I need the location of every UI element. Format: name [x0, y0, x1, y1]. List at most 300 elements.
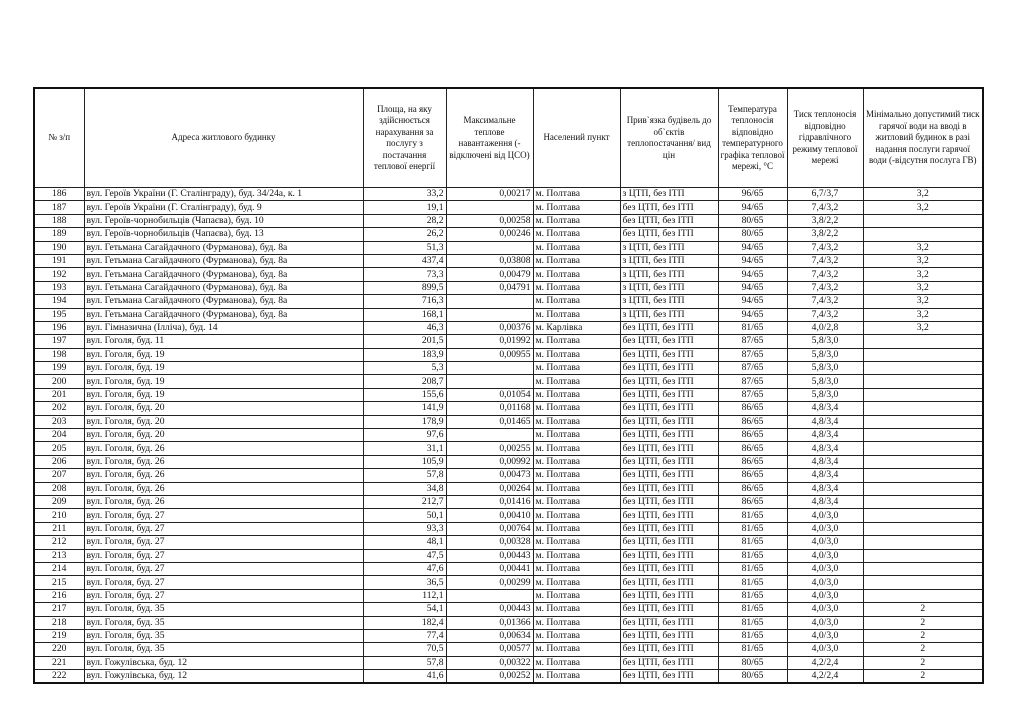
cell-connection: з ЦТП, без ІТП — [620, 188, 718, 201]
cell-locality: м. Полтава — [533, 656, 620, 669]
cell-min-pressure — [863, 415, 983, 428]
cell-area: 26,2 — [363, 228, 446, 241]
cell-min-pressure — [863, 455, 983, 468]
cell-min-pressure — [863, 549, 983, 562]
cell-area: 437,4 — [363, 254, 446, 267]
table-row — [34, 536, 983, 549]
cell-address: вул. Гожулівська, буд. 12 — [84, 670, 363, 684]
cell-num: 206 — [34, 455, 84, 468]
table-row — [34, 241, 983, 254]
cell-num: 192 — [34, 268, 84, 281]
cell-temperature: 86/65 — [718, 402, 787, 415]
cell-temperature: 86/65 — [718, 482, 787, 495]
cell-temperature: 86/65 — [718, 429, 787, 442]
cell-temperature: 86/65 — [718, 415, 787, 428]
cell-area: 70,5 — [363, 643, 446, 656]
cell-locality: м. Полтава — [533, 348, 620, 361]
cell-connection: без ЦТП, без ІТП — [620, 522, 718, 535]
table-row — [34, 402, 983, 415]
cell-min-pressure — [863, 562, 983, 575]
cell-locality: м. Полтава — [533, 522, 620, 535]
cell-num: 212 — [34, 536, 84, 549]
cell-temperature: 81/65 — [718, 562, 787, 575]
cell-address: вул. Гоголя, буд. 35 — [84, 616, 363, 629]
cell-address: вул. Героїв-чорнобильців (Чапаєва), буд. 10 — [84, 214, 363, 227]
cell-area: 141,9 — [363, 402, 446, 415]
cell-pressure: 4,0/3,0 — [787, 549, 863, 562]
cell-num: 222 — [34, 670, 84, 684]
cell-num: 194 — [34, 295, 84, 308]
cell-min-pressure: 3,2 — [863, 268, 983, 281]
cell-temperature: 81/65 — [718, 536, 787, 549]
cell-pressure: 4,2/2,4 — [787, 670, 863, 684]
cell-locality: м. Полтава — [533, 362, 620, 375]
cell-load: 0,00258 — [446, 214, 533, 227]
table-row — [34, 254, 983, 267]
cell-area: 716,3 — [363, 295, 446, 308]
header-load: Максимальне теплове навантаження (-відключені від ЦСО) — [446, 88, 533, 188]
cell-load: 0,03808 — [446, 254, 533, 267]
table-row — [34, 281, 983, 294]
cell-load: 0,00634 — [446, 629, 533, 642]
cell-area: 105,9 — [363, 455, 446, 468]
cell-temperature: 86/65 — [718, 469, 787, 482]
table-row — [34, 415, 983, 428]
cell-load: 0,00577 — [446, 643, 533, 656]
cell-min-pressure — [863, 402, 983, 415]
cell-pressure: 4,8/3,4 — [787, 469, 863, 482]
cell-connection: без ЦТП, без ІТП — [620, 562, 718, 575]
cell-load — [446, 589, 533, 602]
cell-locality: м. Полтава — [533, 576, 620, 589]
table-row — [34, 522, 983, 535]
cell-temperature: 80/65 — [718, 214, 787, 227]
table-row — [34, 188, 983, 201]
table-row — [34, 549, 983, 562]
cell-temperature: 87/65 — [718, 348, 787, 361]
table-row — [34, 643, 983, 656]
cell-locality: м. Полтава — [533, 375, 620, 388]
cell-pressure: 5,8/3,0 — [787, 388, 863, 401]
table-row — [34, 482, 983, 495]
cell-min-pressure — [863, 335, 983, 348]
cell-area: 48,1 — [363, 536, 446, 549]
cell-temperature: 81/65 — [718, 603, 787, 616]
cell-temperature: 81/65 — [718, 576, 787, 589]
cell-connection: без ЦТП, без ІТП — [620, 214, 718, 227]
table-row — [34, 603, 983, 616]
cell-area: 5,3 — [363, 362, 446, 375]
table-row — [34, 509, 983, 522]
cell-area: 182,4 — [363, 616, 446, 629]
cell-min-pressure: 2 — [863, 643, 983, 656]
cell-connection: без ЦТП, без ІТП — [620, 482, 718, 495]
cell-address: вул. Гоголя, буд. 20 — [84, 402, 363, 415]
cell-connection: без ЦТП, без ІТП — [620, 670, 718, 684]
cell-load: 0,00479 — [446, 268, 533, 281]
cell-temperature: 87/65 — [718, 362, 787, 375]
header-temperature: Температура теплоносія відповідно температурного графіка теплової мережі, °C — [718, 88, 787, 188]
cell-connection: без ЦТП, без ІТП — [620, 643, 718, 656]
cell-min-pressure — [863, 429, 983, 442]
cell-pressure: 4,0/2,8 — [787, 321, 863, 334]
cell-connection: без ЦТП, без ІТП — [620, 629, 718, 642]
cell-area: 97,6 — [363, 429, 446, 442]
cell-address: вул. Гетьмана Сагайдачного (Фурманова), буд. 8а — [84, 308, 363, 321]
cell-temperature: 96/65 — [718, 188, 787, 201]
cell-locality: м. Полтава — [533, 509, 620, 522]
cell-load — [446, 375, 533, 388]
cell-pressure: 3,8/2,2 — [787, 214, 863, 227]
cell-min-pressure: 3,2 — [863, 281, 983, 294]
cell-connection: з ЦТП, без ІТП — [620, 254, 718, 267]
cell-connection: без ЦТП, без ІТП — [620, 509, 718, 522]
cell-min-pressure — [863, 388, 983, 401]
cell-address: вул. Гоголя, буд. 27 — [84, 562, 363, 575]
cell-temperature: 80/65 — [718, 656, 787, 669]
cell-num: 208 — [34, 482, 84, 495]
cell-load — [446, 308, 533, 321]
cell-address: вул. Гоголя, буд. 26 — [84, 455, 363, 468]
table-row — [34, 442, 983, 455]
cell-num: 203 — [34, 415, 84, 428]
cell-locality: м. Полтава — [533, 670, 620, 684]
table-row — [34, 228, 983, 241]
cell-address: вул. Героїв України (Г. Сталінграду), буд. 34/24а, к. 1 — [84, 188, 363, 201]
table-row — [34, 295, 983, 308]
cell-locality: м. Полтава — [533, 616, 620, 629]
cell-num: 195 — [34, 308, 84, 321]
cell-load: 0,00992 — [446, 455, 533, 468]
cell-connection: з ЦТП, без ІТП — [620, 308, 718, 321]
table-header — [34, 88, 983, 188]
cell-pressure: 4,0/3,0 — [787, 589, 863, 602]
table-row — [34, 495, 983, 508]
cell-pressure: 4,0/3,0 — [787, 643, 863, 656]
cell-connection: без ЦТП, без ІТП — [620, 603, 718, 616]
cell-pressure: 4,0/3,0 — [787, 562, 863, 575]
cell-locality: м. Полтава — [533, 308, 620, 321]
cell-pressure: 7,4/3,2 — [787, 254, 863, 267]
cell-area: 155,6 — [363, 388, 446, 401]
table-row — [34, 629, 983, 642]
cell-address: вул. Гоголя, буд. 27 — [84, 589, 363, 602]
cell-num: 213 — [34, 549, 84, 562]
cell-connection: без ЦТП, без ІТП — [620, 321, 718, 334]
cell-address: вул. Гоголя, буд. 27 — [84, 576, 363, 589]
cell-temperature: 87/65 — [718, 375, 787, 388]
cell-load: 0,00328 — [446, 536, 533, 549]
cell-temperature: 94/65 — [718, 201, 787, 214]
cell-locality: м. Полтава — [533, 455, 620, 468]
cell-pressure: 4,8/3,4 — [787, 415, 863, 428]
cell-area: 51,3 — [363, 241, 446, 254]
cell-address: вул. Гожулівська, буд. 12 — [84, 656, 363, 669]
cell-connection: без ЦТП, без ІТП — [620, 362, 718, 375]
cell-num: 221 — [34, 656, 84, 669]
cell-address: вул. Гетьмана Сагайдачного (Фурманова), буд. 8а — [84, 254, 363, 267]
cell-pressure: 4,0/3,0 — [787, 603, 863, 616]
cell-connection: без ЦТП, без ІТП — [620, 576, 718, 589]
cell-temperature: 94/65 — [718, 308, 787, 321]
cell-num: 202 — [34, 402, 84, 415]
table-row — [34, 335, 983, 348]
cell-min-pressure: 2 — [863, 629, 983, 642]
cell-locality: м. Полтава — [533, 603, 620, 616]
cell-num: 186 — [34, 188, 84, 201]
cell-area: 183,9 — [363, 348, 446, 361]
cell-connection: без ЦТП, без ІТП — [620, 402, 718, 415]
cell-locality: м. Полтава — [533, 629, 620, 642]
cell-connection: без ЦТП, без ІТП — [620, 589, 718, 602]
cell-min-pressure — [863, 362, 983, 375]
cell-min-pressure — [863, 375, 983, 388]
cell-locality: м. Полтава — [533, 415, 620, 428]
table-row — [34, 670, 983, 684]
cell-temperature: 94/65 — [718, 281, 787, 294]
cell-locality: м. Полтава — [533, 254, 620, 267]
cell-load — [446, 362, 533, 375]
cell-min-pressure — [863, 495, 983, 508]
cell-load: 0,00955 — [446, 348, 533, 361]
cell-address: вул. Гоголя, буд. 19 — [84, 375, 363, 388]
cell-pressure: 5,8/3,0 — [787, 335, 863, 348]
table-row — [34, 308, 983, 321]
cell-min-pressure: 2 — [863, 670, 983, 684]
cell-locality: м. Полтава — [533, 295, 620, 308]
header-pressure: Тиск теплоносія відповідно гідравлічного режиму теплової мережі — [787, 88, 863, 188]
header-min-pressure: Мінімально допустимий тиск гарячої води на вводі в житловий будинок в разі надання послуги гарячої води (-відсутня послуга ГВ) — [863, 88, 983, 188]
table-row — [34, 362, 983, 375]
cell-locality: м. Полтава — [533, 482, 620, 495]
cell-address: вул. Героїв-чорнобильців (Чапаєва), буд. 13 — [84, 228, 363, 241]
cell-pressure: 7,4/3,2 — [787, 281, 863, 294]
cell-temperature: 81/65 — [718, 616, 787, 629]
cell-area: 41,6 — [363, 670, 446, 684]
cell-load: 0,00217 — [446, 188, 533, 201]
cell-load: 0,00376 — [446, 321, 533, 334]
cell-connection: без ЦТП, без ІТП — [620, 348, 718, 361]
cell-locality: м. Полтава — [533, 442, 620, 455]
cell-pressure: 4,0/3,0 — [787, 522, 863, 535]
cell-pressure: 4,8/3,4 — [787, 455, 863, 468]
cell-min-pressure: 3,2 — [863, 201, 983, 214]
table-row — [34, 214, 983, 227]
cell-pressure: 7,4/3,2 — [787, 268, 863, 281]
table-row — [34, 616, 983, 629]
cell-num: 193 — [34, 281, 84, 294]
cell-pressure: 4,0/3,0 — [787, 629, 863, 642]
cell-address: вул. Гоголя, буд. 19 — [84, 348, 363, 361]
cell-num: 188 — [34, 214, 84, 227]
cell-area: 47,6 — [363, 562, 446, 575]
cell-connection: з ЦТП, без ІТП — [620, 268, 718, 281]
cell-temperature: 80/65 — [718, 670, 787, 684]
cell-load — [446, 201, 533, 214]
cell-num: 209 — [34, 495, 84, 508]
cell-temperature: 94/65 — [718, 268, 787, 281]
cell-min-pressure: 3,2 — [863, 254, 983, 267]
cell-connection: без ЦТП, без ІТП — [620, 388, 718, 401]
cell-temperature: 81/65 — [718, 522, 787, 535]
cell-area: 208,7 — [363, 375, 446, 388]
cell-address: вул. Гоголя, буд. 26 — [84, 495, 363, 508]
cell-min-pressure: 3,2 — [863, 321, 983, 334]
cell-connection: з ЦТП, без ІТП — [620, 295, 718, 308]
cell-connection: без ЦТП, без ІТП — [620, 335, 718, 348]
cell-pressure: 5,8/3,0 — [787, 362, 863, 375]
cell-locality: м. Полтава — [533, 495, 620, 508]
cell-pressure: 4,8/3,4 — [787, 402, 863, 415]
cell-num: 216 — [34, 589, 84, 602]
cell-address: вул. Гоголя, буд. 19 — [84, 388, 363, 401]
cell-min-pressure: 2 — [863, 616, 983, 629]
cell-temperature: 80/65 — [718, 228, 787, 241]
cell-locality: м. Полтава — [533, 188, 620, 201]
cell-load: 0,00410 — [446, 509, 533, 522]
cell-load: 0,00443 — [446, 549, 533, 562]
cell-area: 19,1 — [363, 201, 446, 214]
cell-load: 0,01366 — [446, 616, 533, 629]
cell-num: 189 — [34, 228, 84, 241]
cell-area: 31,1 — [363, 442, 446, 455]
cell-connection: без ЦТП, без ІТП — [620, 536, 718, 549]
cell-address: вул. Гоголя, буд. 27 — [84, 509, 363, 522]
cell-locality: м. Полтава — [533, 469, 620, 482]
table-row — [34, 562, 983, 575]
cell-num: 214 — [34, 562, 84, 575]
cell-area: 28,2 — [363, 214, 446, 227]
cell-num: 219 — [34, 629, 84, 642]
cell-pressure: 6,7/3,7 — [787, 188, 863, 201]
cell-connection: з ЦТП, без ІТП — [620, 281, 718, 294]
cell-min-pressure — [863, 589, 983, 602]
header-row — [34, 88, 983, 188]
cell-address: вул. Гетьмана Сагайдачного (Фурманова), буд. 8а — [84, 241, 363, 254]
cell-pressure: 4,8/3,4 — [787, 495, 863, 508]
cell-min-pressure — [863, 576, 983, 589]
cell-num: 197 — [34, 335, 84, 348]
table-row — [34, 268, 983, 281]
cell-num: 210 — [34, 509, 84, 522]
cell-temperature: 94/65 — [718, 241, 787, 254]
cell-address: вул. Гоголя, буд. 27 — [84, 549, 363, 562]
cell-address: вул. Гетьмана Сагайдачного (Фурманова), буд. 8а — [84, 268, 363, 281]
cell-load: 0,01416 — [446, 495, 533, 508]
cell-pressure: 7,4/3,2 — [787, 201, 863, 214]
cell-min-pressure: 3,2 — [863, 241, 983, 254]
cell-min-pressure — [863, 348, 983, 361]
cell-load: 0,00473 — [446, 469, 533, 482]
cell-load: 0,00264 — [446, 482, 533, 495]
table-row — [34, 656, 983, 669]
cell-min-pressure: 3,2 — [863, 295, 983, 308]
cell-pressure: 4,0/3,0 — [787, 576, 863, 589]
cell-load: 0,00255 — [446, 442, 533, 455]
heating-data-table — [33, 87, 984, 684]
cell-area: 34,8 — [363, 482, 446, 495]
cell-connection: без ЦТП, без ІТП — [620, 201, 718, 214]
cell-load: 0,04791 — [446, 281, 533, 294]
cell-pressure: 4,8/3,4 — [787, 482, 863, 495]
cell-load: 0,00246 — [446, 228, 533, 241]
cell-min-pressure: 3,2 — [863, 188, 983, 201]
table-row — [34, 469, 983, 482]
cell-min-pressure — [863, 536, 983, 549]
cell-locality: м. Полтава — [533, 241, 620, 254]
cell-temperature: 87/65 — [718, 335, 787, 348]
cell-load: 0,01465 — [446, 415, 533, 428]
cell-area: 112,1 — [363, 589, 446, 602]
cell-min-pressure — [863, 482, 983, 495]
table-row — [34, 348, 983, 361]
cell-locality: м. Полтава — [533, 589, 620, 602]
header-area: Площа, на яку здійснюється нарахування за послугу з постачання теплової енергії — [363, 88, 446, 188]
cell-pressure: 4,0/3,0 — [787, 509, 863, 522]
cell-temperature: 81/65 — [718, 549, 787, 562]
header-connection: Прив`язка будівель до об`єктів теплопостачання/ вид цін — [620, 88, 718, 188]
cell-locality: м. Полтава — [533, 562, 620, 575]
cell-min-pressure: 3,2 — [863, 308, 983, 321]
cell-min-pressure — [863, 469, 983, 482]
cell-area: 36,5 — [363, 576, 446, 589]
cell-num: 220 — [34, 643, 84, 656]
cell-connection: без ЦТП, без ІТП — [620, 469, 718, 482]
cell-min-pressure — [863, 509, 983, 522]
cell-address: вул. Гоголя, буд. 11 — [84, 335, 363, 348]
document-page — [33, 87, 984, 684]
cell-num: 204 — [34, 429, 84, 442]
cell-locality: м. Полтава — [533, 214, 620, 227]
table-body — [34, 188, 983, 684]
cell-load: 0,00299 — [446, 576, 533, 589]
cell-area: 73,3 — [363, 268, 446, 281]
cell-connection: без ЦТП, без ІТП — [620, 656, 718, 669]
cell-connection: з ЦТП, без ІТП — [620, 241, 718, 254]
cell-area: 212,7 — [363, 495, 446, 508]
cell-area: 54,1 — [363, 603, 446, 616]
cell-min-pressure — [863, 214, 983, 227]
cell-connection: без ЦТП, без ІТП — [620, 442, 718, 455]
cell-temperature: 86/65 — [718, 495, 787, 508]
cell-min-pressure — [863, 228, 983, 241]
cell-num: 211 — [34, 522, 84, 535]
cell-pressure: 4,8/3,4 — [787, 442, 863, 455]
cell-load — [446, 241, 533, 254]
cell-temperature: 81/65 — [718, 643, 787, 656]
cell-load: 0,00441 — [446, 562, 533, 575]
cell-area: 46,3 — [363, 321, 446, 334]
table-row — [34, 201, 983, 214]
cell-num: 207 — [34, 469, 84, 482]
cell-temperature: 81/65 — [718, 589, 787, 602]
cell-connection: без ЦТП, без ІТП — [620, 549, 718, 562]
cell-area: 201,5 — [363, 335, 446, 348]
cell-address: вул. Гімназична (Ілліча), буд. 14 — [84, 321, 363, 334]
cell-address: вул. Гоголя, буд. 26 — [84, 482, 363, 495]
cell-locality: м. Полтава — [533, 201, 620, 214]
cell-address: вул. Гоголя, буд. 26 — [84, 469, 363, 482]
table-row — [34, 455, 983, 468]
table-row — [34, 375, 983, 388]
cell-num: 201 — [34, 388, 84, 401]
cell-address: вул. Гоголя, буд. 35 — [84, 643, 363, 656]
cell-pressure: 7,4/3,2 — [787, 308, 863, 321]
header-num: № з/п — [34, 88, 84, 188]
cell-address: вул. Гоголя, буд. 20 — [84, 429, 363, 442]
table-row — [34, 589, 983, 602]
cell-num: 218 — [34, 616, 84, 629]
